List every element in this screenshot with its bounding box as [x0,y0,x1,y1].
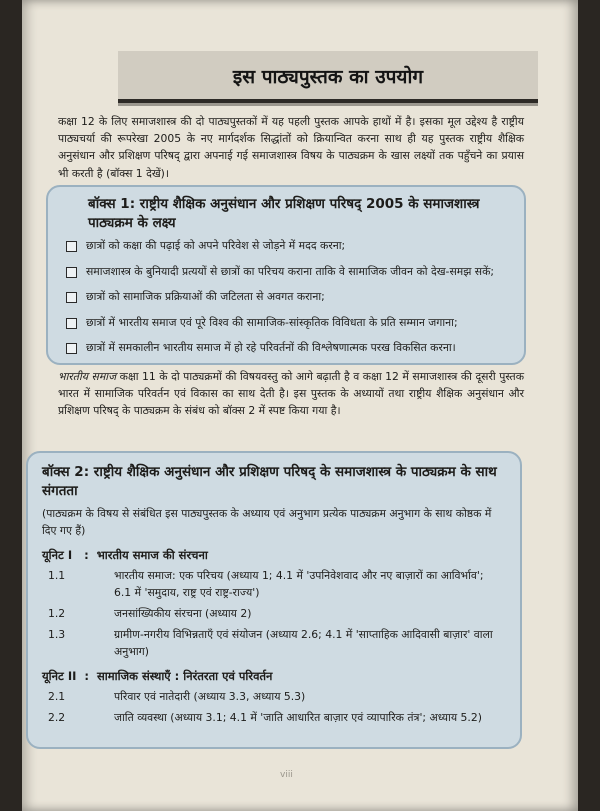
intro-paragraph: कक्षा 12 के लिए समाजशास्त्र की दो पाठ्यपुस्तकों में यह पहली पुस्तक आपके हाथों में है। इसका मूल उद्देश्य है राष्ट्रीय पाठ्यचर्या की रूपरेखा 2005 के नए मार्गदर्शक सिद्धांतों को क्रियान्वित करना साथ ही यह पुस्तक राष्ट्रीय शैक्षिक अनुसंधान और प्रशिक्षण परिषद् द्वारा अपनाई गई समाजशास्त्र विषय के पाठ्यक्रम के खास लक्ष्यों तक पहुँचने का प्रयास भी करती है (बॉक्स 1 देखें)। [58,115,524,180]
checkbox-icon [66,292,77,303]
book-page [22,0,578,811]
page-title: इस पाठ्यपुस्तक का उपयोग [232,66,424,88]
checkbox-icon [66,241,77,252]
checkbox-icon [66,267,77,278]
unit-1-heading: यूनिट I : भारतीय समाज की संरचना [42,548,208,562]
list-item: छात्रों में भारतीय समाज एवं पूरे विश्व की सामाजिक-सांस्कृतिक विविधता के प्रति सम्मान जगाना; [66,316,512,342]
table-row: 1.2 जनसांख्यिकीय संरचना (अध्याय 2) [48,607,252,620]
title-band [118,51,538,101]
box-2-heading: बॉक्स 2: राष्ट्रीय शैक्षिक अनुसंधान और प्रशिक्षण परिषद् के समाजशास्त्र के पाठ्यक्रम के साथ संगतता [42,464,497,499]
list-item: छात्रों को सामाजिक प्रक्रियाओं की जटिलता से अवगत कराना; [66,290,512,316]
box-2 [26,451,522,749]
list-item: छात्रों को कक्षा की पढ़ाई को अपने परिवेश से जोड़ने में मदद करना; [66,239,512,265]
checkbox-icon [66,343,77,354]
table-row: 1.1 भारतीय समाज: एक परिचय (अध्याय 1; 4.1 में 'उपनिवेशवाद और नए बाज़ारों का आविर्भाव'; 6.1 में 'समुदाय, राष्ट्र एवं राष्ट्र-राज्य') [48,569,484,599]
box-1-list [48,239,524,367]
page-number: viii [280,770,293,780]
title-rule-shadow [118,103,538,106]
book-title-italic: भारतीय समाज [58,370,117,383]
unit-2-heading: यूनिट II : सामाजिक संस्थाएँ : निरंतरता एवं परिवर्तन [42,669,273,683]
box-1 [46,185,526,365]
list-item: समाजशास्त्र के बुनियादी प्रत्ययों से छात्रों का परिचय कराना ताकि वे सामाजिक जीवन को देख-समझ सकें; [66,265,512,291]
middle-paragraph: भारतीय समाज कक्षा 11 के दो पाठ्यक्रमों की विषयवस्तु को आगे बढ़ाती है व कक्षा 12 में समाजशास्त्र की दूसरी पुस्तक भारत में सामाजिक परिवर्तन एवं विकास का साथ देती है। इस पुस्तक के अध्यायों तथा राष्ट्रीय शैक्षिक अनुसंधान और प्रशिक्षण परिषद् के पाठ्यक्रम के संबंध को बॉक्स 2 में स्पष्ट किया गया है। [58,370,525,418]
table-row: 2.1 परिवार एवं नातेदारी (अध्याय 3.3, अध्याय 5.3) [48,690,306,703]
checkbox-icon [66,318,77,329]
box-1-heading: बॉक्स 1: राष्ट्रीय शैक्षिक अनुसंधान और प्रशिक्षण परिषद् 2005 के समाजशास्त्र पाठ्यक्रम के लक्ष्य [88,196,480,231]
table-row: 2.2 जाति व्यवस्था (अध्याय 3.1; 4.1 में 'जाति आधारित बाज़ार एवं व्यापारिक तंत्र'; अध्याय 5.2) [48,711,482,724]
box-2-note: (पाठ्यक्रम के विषय से संबंधित इस पाठ्यपुस्तक के अध्याय एवं अनुभाग प्रत्येक पाठ्यक्रम अनुभाग के साथ कोष्ठक में दिए गए हैं) [42,507,492,537]
list-item: छात्रों में समकालीन भारतीय समाज में हो रहे परिवर्तनों की विश्लेषणात्मक परख विकसित करना। [66,341,512,367]
table-row: 1.3 ग्रामीण-नगरीय विभिन्नताएँ एवं संयोजन (अध्याय 2.6; 4.1 में 'साप्ताहिक आदिवासी बाज़ार' वाला अनुभाग) [48,628,493,658]
